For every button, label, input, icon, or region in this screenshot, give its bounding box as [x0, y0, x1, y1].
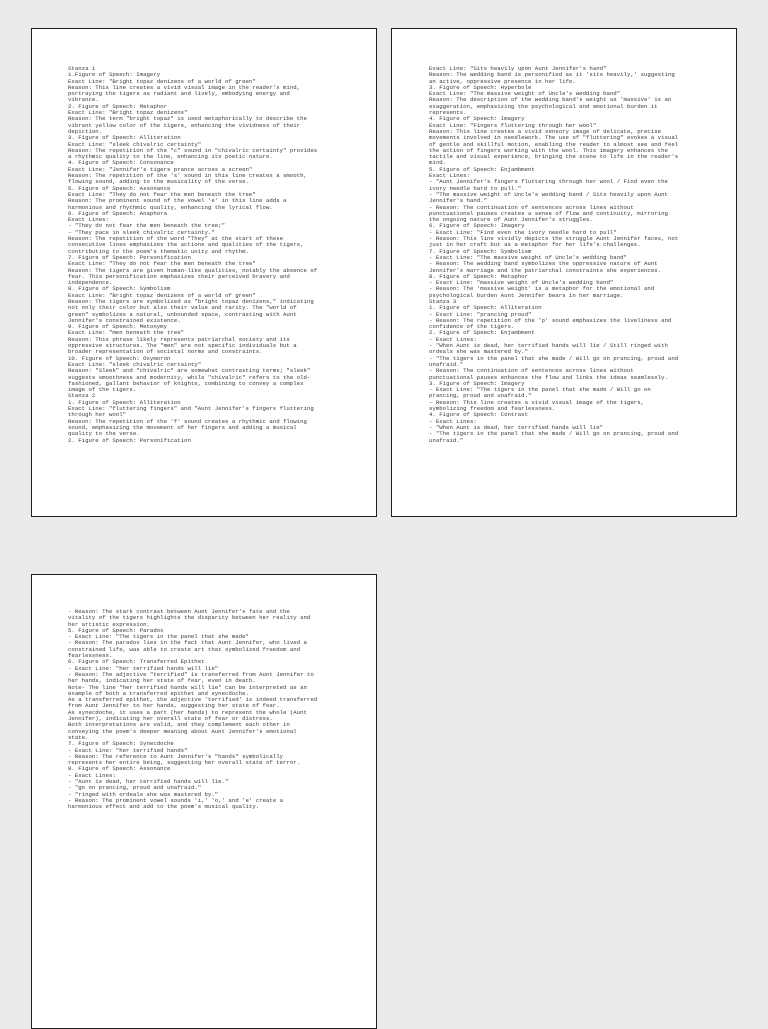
- page-3-text: - Reason: The stark contrast between Aunt Jennifer's fate and the vitality of the tigers highlights the disparity between her reality and her artistic expression. 5. Figure of Speech: Paradox - Exact Line: "The tigers in the panel that she made" - Reason: The paradox lies in the fact that Aunt Jennifer, who lived a constrained life, was able to create art that symbolized freedom and fearlessness. 6. Figure of Speech: Transferred Epithet - Exact Line: "her terrified hands will lie" - Reason: The adjective "terrified" is transferred from Aunt Jennifer to her hands, indicating her state of fear, even in death. Note- The line "her terrified hands will lie" can be interpreted as an example of both a transferred epithet and synecdoche. As a transferred epithet, the adjective 'terrified' is indeed transferred from Aunt Jennifer to her hands, suggesting her state of fear. As synecdoche, it uses a part (her hands) to represent the whole (Aunt Jennifer), indicating her overall state of fear or distress. Both interpretations are valid, and they complement each other in conveying the poem's deeper meaning about Aunt Jennifer's emotional state. 7. Figure of Speech: Synecdoche - Exact Line: "her terrified hands" - Reason: The reference to Aunt Jennifer's "hands" symbolically represents her entire being, suggesting her overall state of terror. 8. Figure of Speech: Assonance - Exact Lines: - "Aunt is dead, her terrified hands will lie." - "go on prancing, proud and unafraid." - "ringed with ordeals she was mastered by." - Reason: The prominent vowel sounds 'i,' 'o,' and 'e' create a harmonious effect and add to the poem's musical quality.: [68, 608, 318, 811]
- page-2-text: Exact Line: "Sits heavily upon Aunt Jennifer's hand" Reason: The wedding band is personified as it 'sits heavily,' suggesting an active, oppressive presence in her life. 3. Figure of Speech: Hyperbole Exact Line: "The massive weight of Uncle's wedding band" Reason: The description of the wedding band's weight as 'massive' is an exaggeration, emphasizing the psychological and emotional burden it represents. 4. Figure of Speech: Imagery Exact Line: "Fingers fluttering through her wool" Reason: This line creates a vivid sensory image of delicate, precise movements involved in needlework. The use of "fluttering" evokes a visual of gentle and skillful motion, enabling the reader to almost see and feel the action of fingers working with the wool. This imagery enhances the tactile and visual experience, bringing the scene to life in the reader's mind. 5. Figure of Speech: Enjambment Exact Lines: - "Aunt Jennifer's fingers fluttering through her wool / Find even the ivory needle hard to pull." - "The massive weight of Uncle's wedding band / Sits heavily upon Aunt Jennifer's hand." - Reason: The continuation of sentences across lines without punctuational pauses creates a sense of flow and continuity, mirroring the ongoing nature of Aunt Jennifer's struggles. 6. Figure of Speech: Imagery - Exact Line: "Find even the ivory needle hard to pull" - Reason: This line vividly depicts the struggle Aunt Jennifer faces, not just in her craft but as a metaphor for her life's challenges. 7. Figure of Speech: Symbolism - Exact Line: "The massive weight of Uncle's wedding band" - Reason: The wedding band symbolizes the oppressive nature of Aunt Jennifer's marriage and the patriarchal constraints she experiences. 8. Figure of Speech: Metaphor - Exact Line: "massive weight of Uncle's wedding band" - Reason: The 'massive weight' is a metaphor for the emotional and psychological burden Aunt Jennifer bears in her marriage. Stanza 3 1. Figure of Speech: Alliteration - Exact Line: "prancing proud" - Reason: The repetition of the 'p' sound emphasizes the liveliness and confidence of the tigers. 2. Figure of Speech: Enjambment - Exact Lines: - "When Aunt is dead, her terrified hands will lie / Still ringed with ordeals she was mastered by." - "The tigers in the panel that she made / Will go on prancing, proud and unafraid." - Reason: The continuation of sentences across lines without punctuational pauses enhances the flow and links the ideas seamlessly. 3. Figure of Speech: Imagery - Exact Line: "The tigers in the panel that she made / Will go on prancing, proud and unafraid." - Reason: This line creates a vivid visual image of the tigers, symbolizing freedom and fearlessness. 4. Figure of Speech: Contrast - Exact Lines: - "When Aunt is dead, her terrified hands will lie" - "The tigers in the panel that she made / Will go on prancing, proud and unafraid.": [429, 65, 679, 444]
- document-page-2: [391, 28, 737, 517]
- page-1-text: Stanza 1 1.Figure of Speech: Imagery Exact Line: "Bright topaz denizens of a world of green" Reason: This line creates a vivid visual image in the reader's mind, portraying the tigers as radiant and lively, embodying energy and vibrance. 2. Figure of Speech: Metaphor Exact Line: "Bright topaz denizens" Reason: The term "bright topaz" is used metaphorically to describe the vibrant yellow color of the tigers, enhancing the vividness of their depiction. 3. Figure of Speech: Alliteration Exact Line: "sleek chivalric certainty" Reason: The repetition of the "c" sound in "chivalric certainty" provides a rhythmic quality to the line, enhancing its poetic nature. 4. Figure of Speech: Consonance Exact Line: "Jennifer's tigers prance across a screen" Reason: The repetition of the 's' sound in this line creates a smooth, flowing sound, adding to the musicality of the verse. 5. Figure of Speech: Assonance Exact Line: "They do not fear the men beneath the tree" Reason: The prominent sound of the vowel 'e' in this line adds a harmonious and rhythmic quality, enhancing the lyrical flow. 6. Figure of Speech: Anaphora Exact Lines: - "They do not fear the men beneath the tree;" - "They pace in sleek chivalric certainty." Reason: The repetition of the word "They" at the start of these consecutive lines emphasizes the actions and qualities of the tigers, contributing to the poem's thematic unity and rhythm. 7. Figure of Speech: Personification Exact Line: "They do not fear the men beneath the tree" Reason: The tigers are given human-like qualities, notably the absence of fear. This personification emphasizes their perceived bravery and independence. 8. Figure of Speech: Symbolism Exact Line: "Bright topaz denizens of a world of green" Reason: The tigers are symbolized as "bright topaz denizens," indicating not only their color but also their value and rarity. The "world of green" symbolizes a natural, unbounded space, contrasting with Aunt Jennifer's constrained existence. 9. Figure of Speech: Metonymy Exact Line: "men beneath the tree" Reason: This phrase likely represents patriarchal society and its oppressive structures. The "men" are not specific individuals but a broader representation of societal norms and constraints. 10. Figure of Speech: Oxymoron Exact Line: "sleek chivalric certainty" Reason: "Sleek" and "chivalric" are somewhat contrasting terms; "sleek" suggests smoothness and modernity, while "chivalric" refers to the old- fashioned, gallant behavior of knights, combining to convey a complex image of the tigers. Stanza 2 1. Figure of Speech: Alliteration Exact Line: "fluttering fingers" and "Aunt Jennifer's fingers fluttering through her wool" Reason: The repetition of the 'f' sound creates a rhythmic and flowing sound, emphasizing the movement of her fingers and adding a musical quality to the verse. 2. Figure of Speech: Personification: [68, 65, 318, 444]
- document-page-1: [31, 28, 377, 517]
- document-page-3: [31, 574, 377, 1029]
